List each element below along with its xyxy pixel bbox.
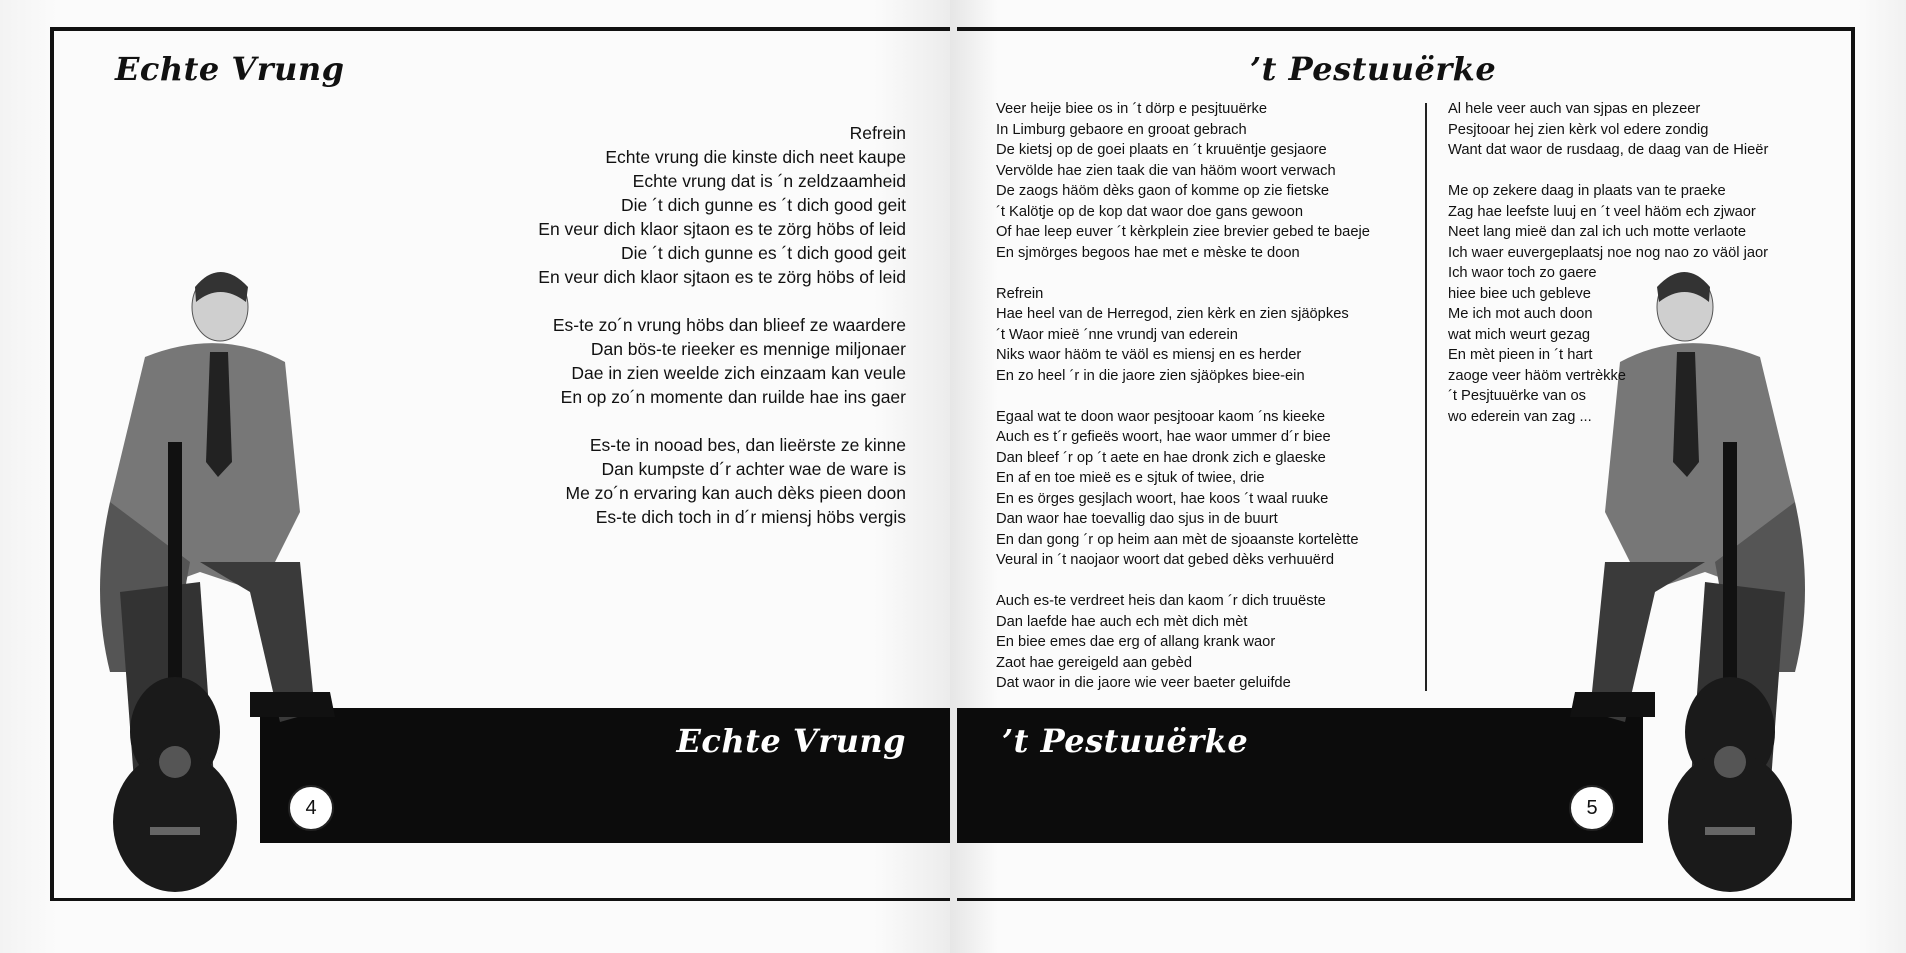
page-number-right: 5: [1569, 785, 1615, 831]
lyric-line: En op zo´n momente dan ruilde hae ins gaer: [560, 387, 906, 407]
lyric-line: Al hele veer auch van sjpas en plezeer: [1448, 101, 1701, 117]
lyric-line: Me op zekere daag in plaats van te praeke: [1448, 183, 1726, 199]
lyric-line: En biee emes dae erg of allang krank waor: [996, 634, 1276, 650]
lyric-line: De kietsj op de goei plaats en ´t kruuëntje gesjaore: [996, 142, 1327, 158]
lyric-line: Of hae leep euver ´t kèrkplein ziee brevier gebed te baeje: [996, 224, 1370, 240]
lyric-line: Veer heije biee os in ´t dörp e pesjtuuërke: [996, 101, 1268, 117]
right-band-title: ’t Pestuuërke: [1002, 722, 1249, 760]
lyric-line: ´t Kalötje op de kop dat waor doe gans gewoon: [996, 203, 1304, 220]
lyric-line: Es-te in nooad bes, dan lieërste ze kinne: [589, 435, 906, 455]
right-page-title: ’t Pestuuërke: [1250, 50, 1497, 88]
lyric-line: En es örges gesjlach woort, hae koos ´t waal ruuke: [996, 490, 1329, 507]
stanza-gap: [996, 571, 1370, 592]
lyric-line: Die ´t dich gunne es ´t dich good geit: [620, 195, 906, 215]
lyric-line: wat mich weurt gezag: [1448, 326, 1591, 343]
stanza-gap: [996, 263, 1370, 284]
stanza-gap: [538, 289, 906, 313]
lyric-line: En veur dich klaor sjtaon es te zörg höbs of leid: [538, 267, 906, 287]
lyric-line: Vervölde hae zien taak die van häöm woort verwach: [996, 162, 1336, 179]
lyric-line: Pesjtooar hej zien kèrk vol edere zondig: [1448, 121, 1709, 138]
lyric-line: En veur dich klaor sjtaon es te zörg höbs of leid: [538, 219, 906, 239]
lyric-line: Dae in zien weelde zich einzaam kan veule: [571, 363, 906, 383]
column-divider: [1425, 103, 1427, 691]
lyric-line: hiee biee uch gebleve: [1448, 285, 1591, 302]
lyric-line: wo ederein van zag ...: [1448, 408, 1592, 425]
lyric-line: Es-te zo´n vrung höbs dan blieef ze waardere: [552, 315, 906, 335]
lyric-line: Veural in ´t naojaor woort dat gebed dèks verhuuërd: [996, 552, 1335, 568]
lyric-line: Echte vrung die kinste dich neet kaupe: [605, 147, 906, 167]
stanza-gap: [538, 409, 906, 433]
lyric-line: Ich waer euvergeplaatsj noe nog nao zo väöl jaor: [1448, 244, 1769, 261]
lyric-line: Dat waor in die jaore wie veer baeter geluifde: [996, 675, 1291, 691]
lyric-line: Zag hae leefste luuj en ´t veel häöm ech zjwaor: [1448, 203, 1756, 220]
lyric-line: Hae heel van de Herregod, zien kèrk en zien sjäöpkes: [996, 306, 1349, 322]
lyric-line: Ich waor toch zo gaere: [1448, 265, 1597, 281]
lyric-line: Auch es t´r gefieës woort, hae waor ummer d´r biee: [996, 429, 1331, 445]
lyric-line: Egaal wat te doon waor pesjtooar kaom ´ns kieeke: [996, 408, 1326, 425]
lyric-line: Dan waor hae toevallig dao sjus in de buurt: [996, 511, 1278, 527]
lyric-line: Echte vrung dat is ´n zeldzaamheid: [632, 171, 906, 191]
lyric-line: Zaot hae gereigeld aan gebèd: [996, 654, 1192, 671]
lyric-line: Refrein: [996, 285, 1044, 302]
lyric-line: En zo heel ´r in die jaore zien sjäöpkes biee-ein: [996, 367, 1305, 384]
lyric-line: zaoge veer häöm vertrèkke: [1448, 367, 1626, 384]
right-lyrics-column-2: [1448, 99, 1768, 427]
lyric-line: Dan bleef ´r op ´t aete en hae dronk zich e glaeske: [996, 449, 1326, 466]
lyric-line: Auch es-te verdreet heis dan kaom ´r dich truuëste: [996, 593, 1326, 609]
lyric-line: Want dat waor de rusdaag, de daag van de Hieër: [1448, 142, 1769, 158]
lyric-line: Die ´t dich gunne es ´t dich good geit: [620, 243, 906, 263]
lyric-line: En dan gong ´r op heim aan mèt de sjoaanste kortelètte: [996, 531, 1359, 548]
lyric-line: ´t Waor mieë ´nne vrundj van ederein: [996, 326, 1238, 343]
left-page-title: Echte Vrung: [115, 50, 345, 88]
lyric-line: De zaogs häöm dèks gaon of komme op zie fietske: [996, 183, 1330, 199]
lyric-line: Es-te dich toch in d´r miensj höbs vergis: [595, 507, 906, 527]
right-lyrics-column-1: [996, 99, 1370, 694]
page-number-left: 4: [288, 785, 334, 831]
left-lyrics: [538, 121, 906, 529]
left-band-title: Echte Vrung: [676, 722, 906, 760]
lyric-line: Dan bös-te rieeker es mennige miljonaer: [590, 339, 906, 359]
lyric-line: Me zo´n ervaring kan auch dèks pieen doon: [565, 483, 906, 503]
lyric-line: Neet lang mieë dan zal ich uch motte verlaote: [1448, 224, 1746, 240]
lyric-line: Refrein: [849, 123, 906, 143]
lyric-line: Dan laefde hae auch ech mèt dich mèt: [996, 613, 1248, 630]
lyric-line: ´t Pesjtuuërke van os: [1448, 388, 1586, 404]
lyric-line: Me ich mot auch doon: [1448, 306, 1593, 322]
lyric-line: Dan kumpste d´r achter wae de ware is: [601, 459, 906, 479]
stanza-gap: [996, 386, 1370, 407]
lyric-line: En af en toe mieë es e sjtuk of twiee, drie: [996, 470, 1265, 486]
lyric-line: En sjmörges begoos hae met e mèske te doon: [996, 244, 1300, 261]
lyric-line: En mèt pieen in ´t hart: [1448, 347, 1593, 363]
stanza-gap: [1448, 161, 1768, 182]
lyric-line: In Limburg gebaore en grooat gebrach: [996, 121, 1247, 138]
lyric-line: Niks waor häöm te väöl es miensj en es herder: [996, 347, 1302, 363]
